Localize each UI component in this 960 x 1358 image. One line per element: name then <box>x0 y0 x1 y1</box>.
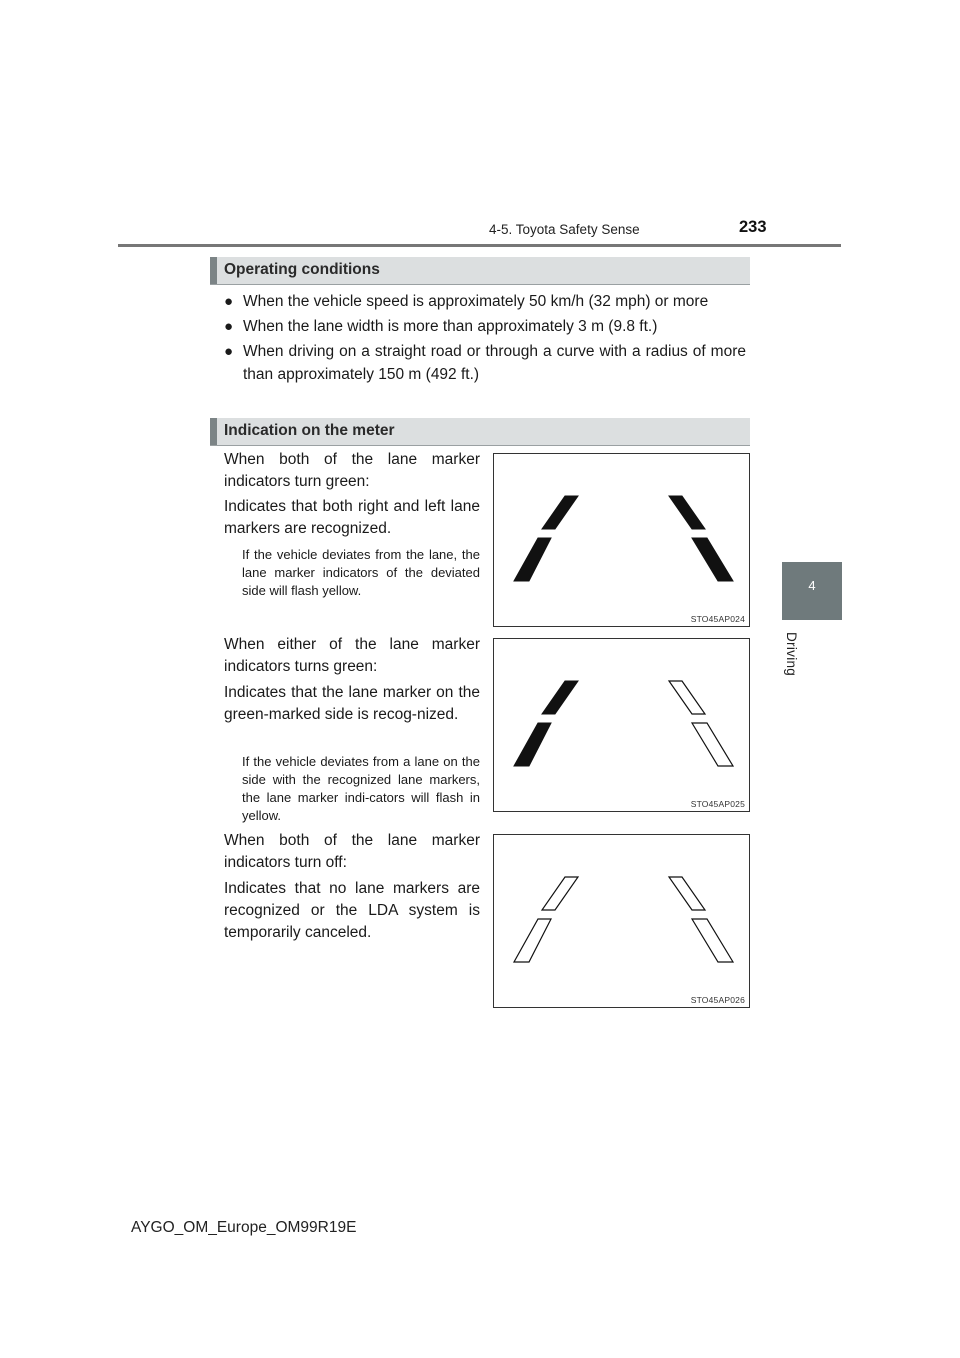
bullet-icon: ● <box>224 293 234 310</box>
item2-condition: When either of the lane marker indicators turns green: <box>224 636 480 675</box>
chapter-tab <box>782 562 842 620</box>
header-section-title: 4-5. Toyota Safety Sense <box>489 222 640 237</box>
figure-both-off <box>493 834 750 1008</box>
item2-meaning: Indicates that the lane marker on the green-marked side is recog-nized. <box>224 684 480 723</box>
item3-condition: When both of the lane marker indicators turn off: <box>224 832 480 871</box>
item1-meaning: Indicates that both right and left lane markers are recognized. <box>224 498 480 537</box>
bullet-icon: ● <box>224 318 234 335</box>
indication-title: Indication on the meter <box>224 422 395 439</box>
lane-markers-both-filled-icon <box>494 454 751 628</box>
footer-doc-id: AYGO_OM_Europe_OM99R19E <box>131 1219 357 1236</box>
figure-code: STO45AP026 <box>690 995 745 1005</box>
figure-code: STO45AP024 <box>690 614 745 624</box>
indication-heading <box>210 418 750 446</box>
operating-conditions-title: Operating conditions <box>224 261 380 278</box>
item1-note: If the vehicle deviates from the lane, the lane marker indicators of the deviated side will flash yellow. <box>242 547 480 598</box>
operating-conditions-list <box>224 290 746 388</box>
list-item: ● When driving on a straight road or through a curve with a radius of more than approximately 150 m (492 ft.) <box>224 340 746 386</box>
lane-markers-left-filled-icon <box>494 639 751 813</box>
list-item: ● When the lane width is more than approximately 3 m (9.8 ft.) <box>224 315 746 338</box>
figure-one-green <box>493 638 750 812</box>
item2-note: If the vehicle deviates from a lane on the side with the recognized lane markers, the lane marker indi-cators will flash in yellow. <box>242 754 480 823</box>
page-number: 233 <box>739 218 767 236</box>
header-rule <box>118 244 841 247</box>
bullet-icon: ● <box>224 343 234 360</box>
item3-meaning: Indicates that no lane markers are recognized or the LDA system is temporarily canceled. <box>224 880 480 941</box>
list-item: ● When the vehicle speed is approximately 50 km/h (32 mph) or more <box>224 290 746 313</box>
operating-conditions-heading <box>210 257 750 285</box>
lane-markers-outline-icon <box>494 835 751 1009</box>
figure-both-green <box>493 453 750 627</box>
figure-code: STO45AP025 <box>690 799 745 809</box>
chapter-number: 4 <box>808 578 816 593</box>
chapter-label: Driving <box>784 632 799 677</box>
item1-condition: When both of the lane marker indicators turn green: <box>224 451 480 490</box>
